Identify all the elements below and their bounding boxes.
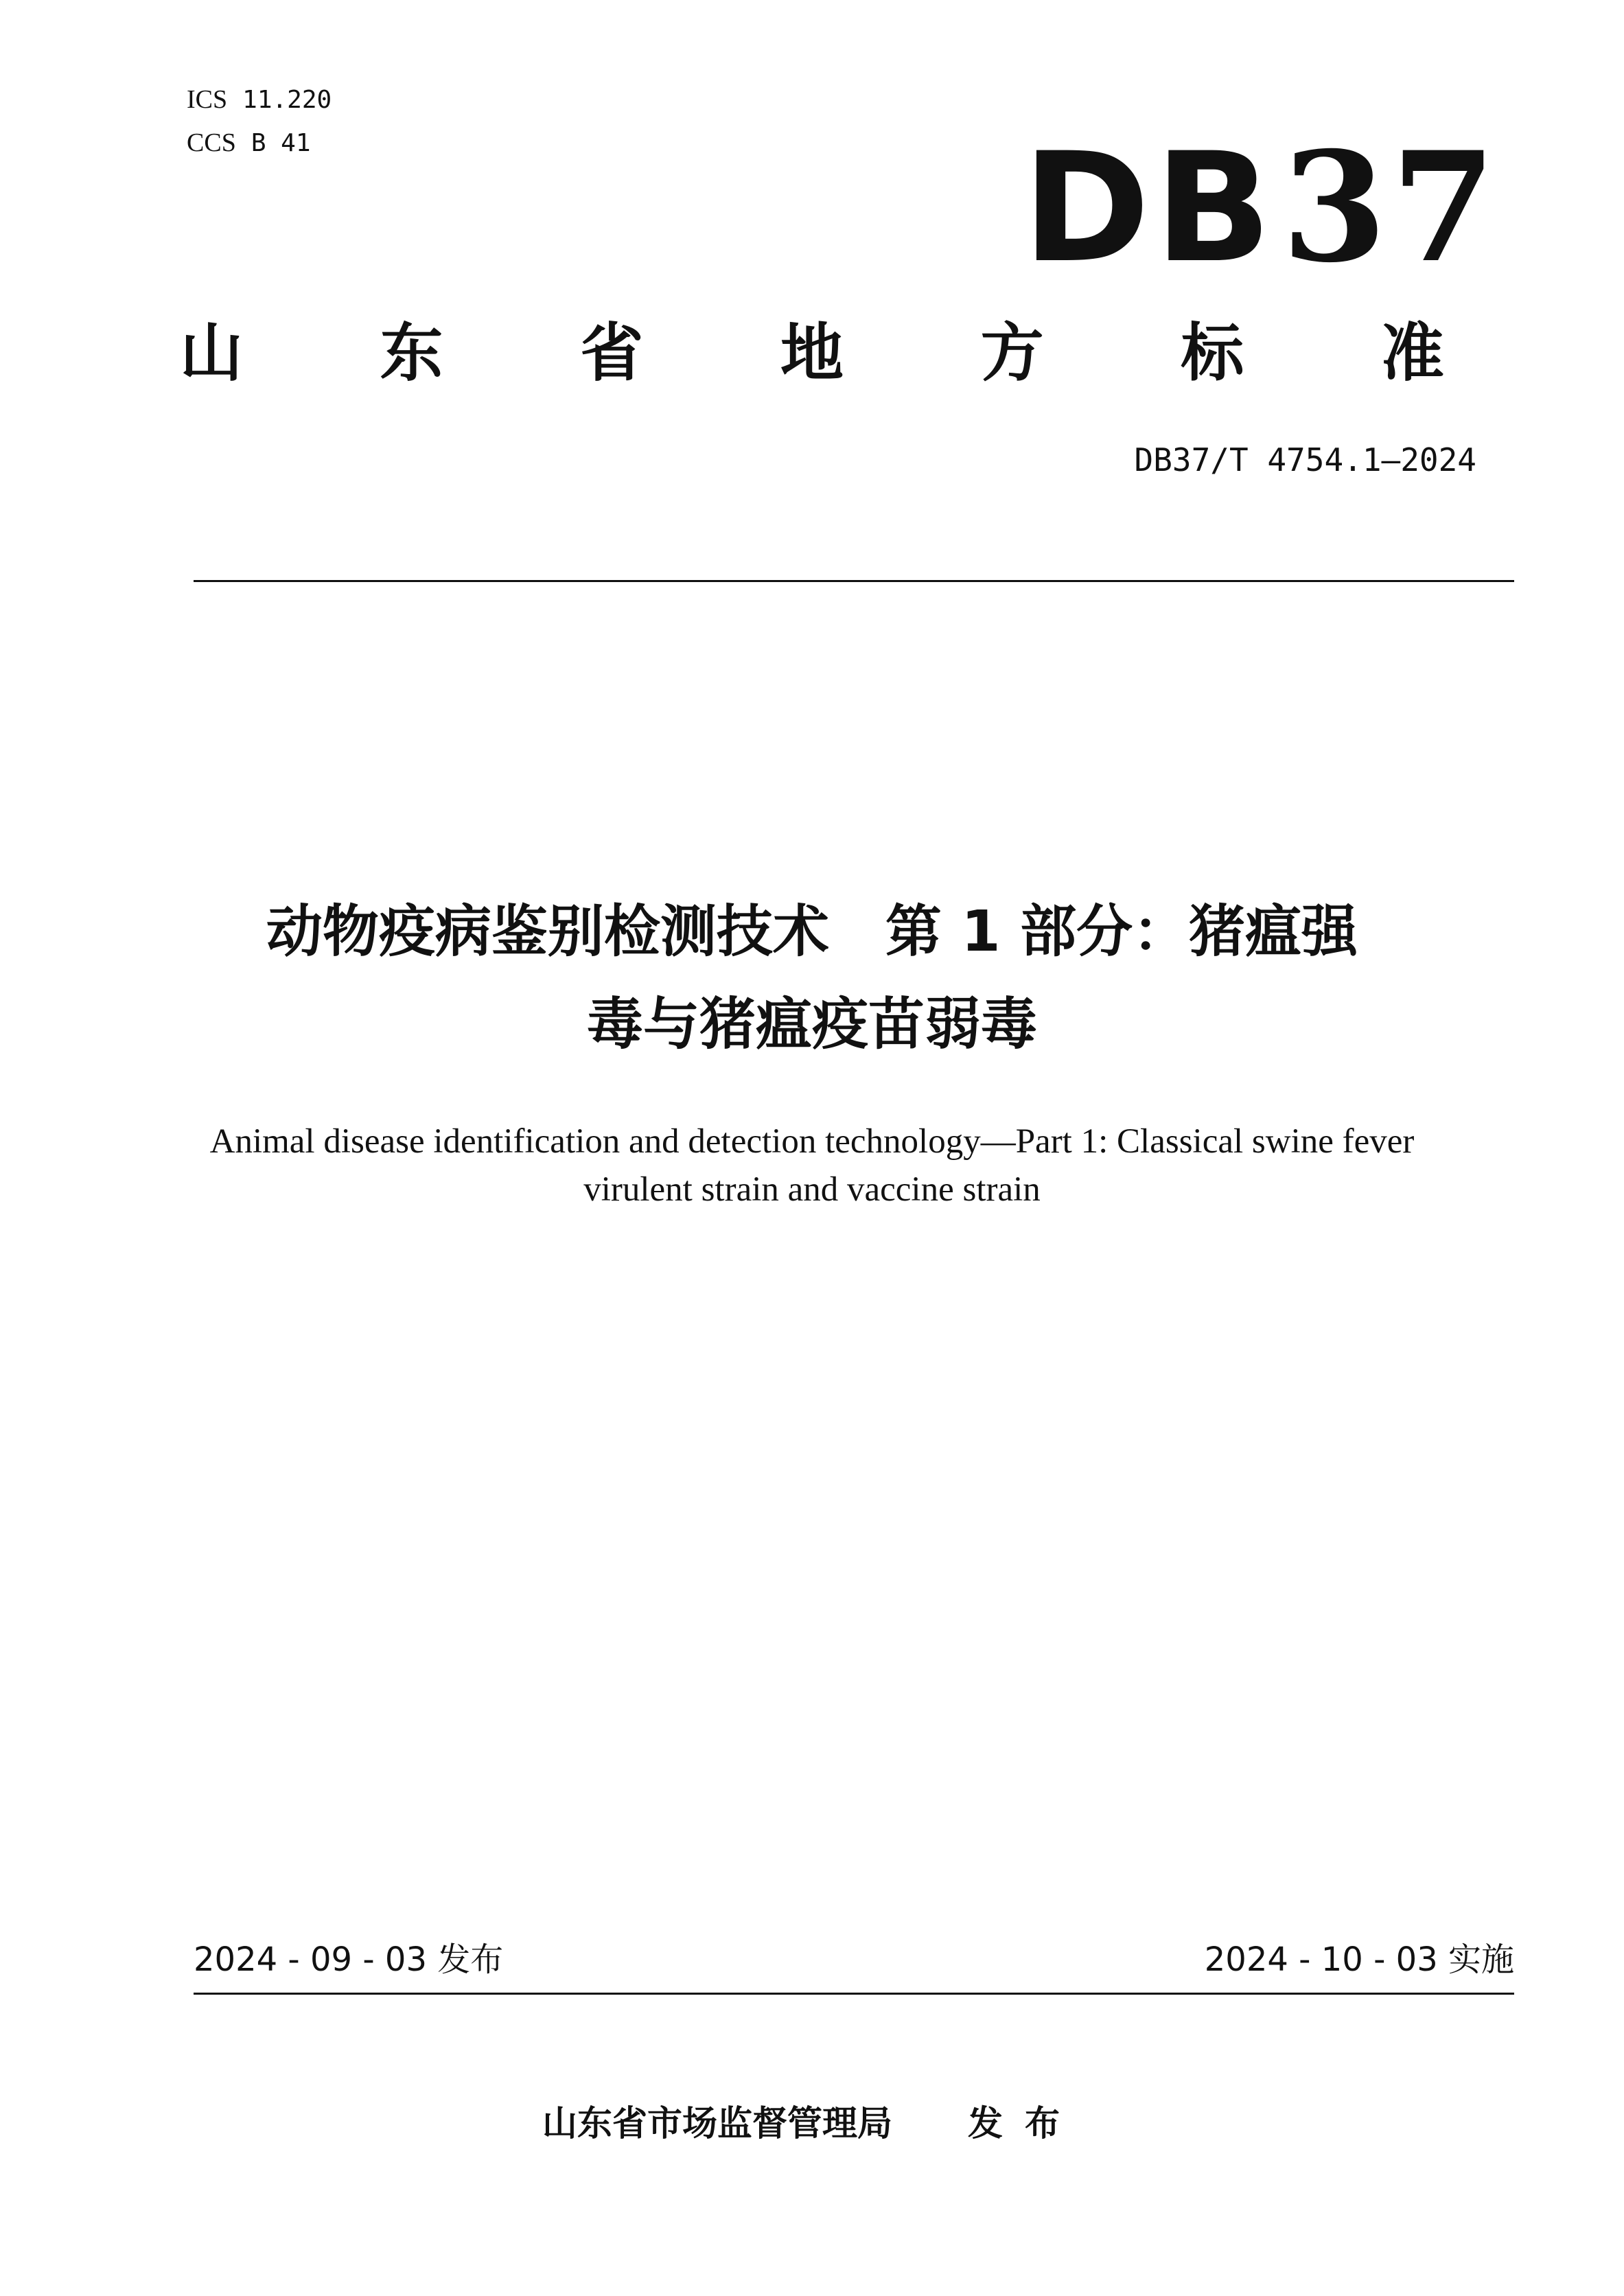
standard-type-char: 省 [580, 316, 644, 390]
issuer-action: 发布 [968, 2104, 1082, 2144]
date-divider [194, 1993, 1514, 1995]
logo-db: DB [1022, 120, 1276, 296]
logo-number: 37 [1281, 118, 1500, 296]
chinese-title [137, 885, 1487, 1071]
standard-type-char: 山 [180, 316, 244, 390]
standard-type-char: 地 [780, 316, 844, 390]
db37-logo [1022, 118, 1500, 296]
standard-code: DB37/T 4754.1—2024 [1134, 441, 1476, 478]
standard-type-char: 准 [1380, 316, 1444, 390]
standard-type-heading [180, 316, 1444, 391]
ics-value: 11.220 [242, 86, 332, 114]
chinese-title-line-2: 毒与猪瘟疫苗弱毒 [586, 992, 1037, 1057]
english-title-line-2: virulent strain and vaccine strain [583, 1170, 1041, 1209]
header-divider [194, 580, 1514, 582]
ccs-label: CCS [187, 128, 236, 157]
ics-label: ICS [187, 85, 228, 114]
standard-type-char: 方 [980, 316, 1044, 390]
ccs-line [187, 121, 332, 165]
standard-type-char: 东 [380, 316, 443, 390]
chinese-title-line-1: 动物疫病鉴别检测技术 第 1 部分：猪瘟强 [266, 899, 1358, 964]
implement-date: 2024 - 10 - 03 实施 [1204, 1940, 1514, 1979]
ics-line [187, 78, 332, 121]
issuer-name: 山东省市场监督管理局 [542, 2104, 892, 2144]
standard-type-char: 标 [1181, 316, 1244, 390]
english-title-line-1: Animal disease identification and detection technology—Part 1: Classical swine fever [209, 1122, 1415, 1161]
classification-codes [187, 78, 332, 165]
ccs-value: B 41 [251, 129, 311, 157]
publish-date: 2024 - 09 - 03 发布 [194, 1940, 504, 1979]
english-title [137, 1117, 1487, 1214]
issuer-line [0, 2100, 1624, 2148]
